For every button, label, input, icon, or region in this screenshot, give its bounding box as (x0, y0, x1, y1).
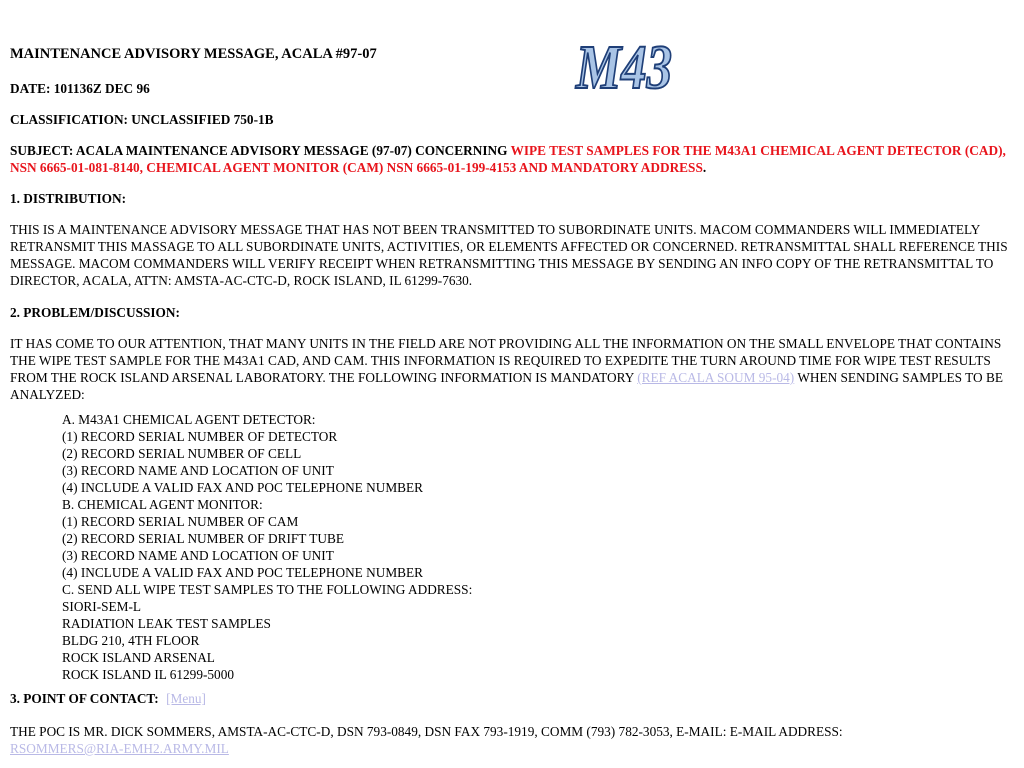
subject-highlight: WIPE TEST SAMPLES FOR THE M43A1 CHEMICAL AGENT DETECTOR (CAD), NSN 6665-01-081-8140, CHEMICAL AGENT MONITOR (CAM) NSN 6665-01-199-4153 AND MANDATORY ADDRESS (10, 143, 1006, 175)
distribution-heading: 1. DISTRIBUTION: (10, 191, 127, 206)
message-date: DATE: 101136Z DEC 96 (10, 81, 150, 96)
problem-discussion-heading: 2. PROBLEM/DISCUSSION: (10, 305, 180, 320)
list-item: B. CHEMICAL AGENT MONITOR: (62, 497, 263, 512)
page-title: MAINTENANCE ADVISORY MESSAGE, ACALA #97-07 (10, 46, 377, 62)
point-of-contact-label: 3. POINT OF CONTACT: (10, 691, 159, 706)
subject-prefix: SUBJECT: ACALA MAINTENANCE ADVISORY MESSAGE (97-07) CONCERNING (10, 143, 511, 158)
list-item: (1) RECORD SERIAL NUMBER OF CAM (62, 514, 299, 529)
problem-body-text-end: WHEN SENDING SAMPLES TO BE ANALYZED: (10, 370, 1003, 402)
list-item: (4) INCLUDE A VALID FAX AND POC TELEPHONE NUMBER (62, 480, 424, 495)
classification-line: CLASSIFICATION: UNCLASSIFIED 750-1B (10, 112, 274, 127)
distribution-body: THIS IS A MAINTENANCE ADVISORY MESSAGE THAT HAS NOT BEEN TRANSMITTED TO SUBORDINATE UNITS. MACOM COMMANDERS WILL IMMEDIATELY RETRANSMIT THIS MASSAGE TO ALL SUBORDINATE UNITS, ACTIVITIES, OR ELEMENTS AFFECTED OR CONCERNED. RETRANSMITTAL SHALL REFERENCE THIS MESSAGE. MACOM COMMANDERS WILL VERIFY RECEIPT WHEN RETRANSMITTING THIS MESSAGE BY SENDING AN INFO COPY OF THE RETRANSMITTAL TO DIRECTOR, ACALA, ATTN: AMSTA-AC-CTC-D, ROCK ISLAND, IL 61299-7630. (10, 222, 1008, 288)
point-of-contact-heading (10, 690, 206, 707)
list-item: (1) RECORD SERIAL NUMBER OF DETECTOR (62, 429, 338, 444)
mandatory-info-list (62, 411, 962, 683)
list-item: (2) RECORD SERIAL NUMBER OF CELL (62, 446, 302, 461)
ref-acala-soum-link[interactable]: (REF ACALA SOUM 95-04) (637, 370, 795, 385)
subject-suffix: . (702, 160, 707, 175)
problem-discussion-body (10, 335, 1014, 403)
problem-body-text: IT HAS COME TO OUR ATTENTION, THAT MANY UNITS IN THE FIELD ARE NOT PROVIDING ALL THE INFORMATION ON THE SMALL ENVELOPE THAT CONTAINS THE WIPE TEST SAMPLE FOR THE M43A1 CAD, AND CAM. THIS INFORMATION IS REQUIRED TO EXPEDITE THE TURN AROUND TIME FOR WIPE TEST RESULTS FROM THE ROCK ISLAND ARSENAL LABORATORY. THE FOLLOWING INFORMATION IS MANDATORY (10, 336, 1002, 385)
list-item: RADIATION LEAK TEST SAMPLES (62, 616, 271, 631)
logo-text: M43 (575, 34, 672, 102)
menu-link[interactable]: [Menu] (166, 691, 206, 706)
point-of-contact-body (10, 723, 1014, 757)
list-item: BLDG 210, 4TH FLOOR (62, 633, 200, 648)
list-item: ROCK ISLAND ARSENAL (62, 650, 215, 665)
list-item: (3) RECORD NAME AND LOCATION OF UNIT (62, 548, 334, 563)
list-item: (2) RECORD SERIAL NUMBER OF DRIFT TUBE (62, 531, 344, 546)
list-item: C. SEND ALL WIPE TEST SAMPLES TO THE FOLLOWING ADDRESS: (62, 582, 473, 597)
poc-text: THE POC IS MR. DICK SOMMERS, AMSTA-AC-CTC-D, DSN 793-0849, DSN FAX 793-1919, COMM (793) 782-3053, E-MAIL: E-MAIL ADDRESS: (10, 724, 843, 739)
m43-logo (572, 28, 676, 102)
email-link[interactable]: RSOMMERS@RIA-EMH2.ARMY.MIL (10, 741, 229, 756)
list-item: (4) INCLUDE A VALID FAX AND POC TELEPHONE NUMBER (62, 565, 424, 580)
list-item: SIORI-SEM-L (62, 599, 142, 614)
list-item: ROCK ISLAND IL 61299-5000 (62, 667, 234, 682)
subject-line (10, 142, 1014, 176)
list-item: (3) RECORD NAME AND LOCATION OF UNIT (62, 463, 334, 478)
list-item: A. M43A1 CHEMICAL AGENT DETECTOR: (62, 412, 316, 427)
